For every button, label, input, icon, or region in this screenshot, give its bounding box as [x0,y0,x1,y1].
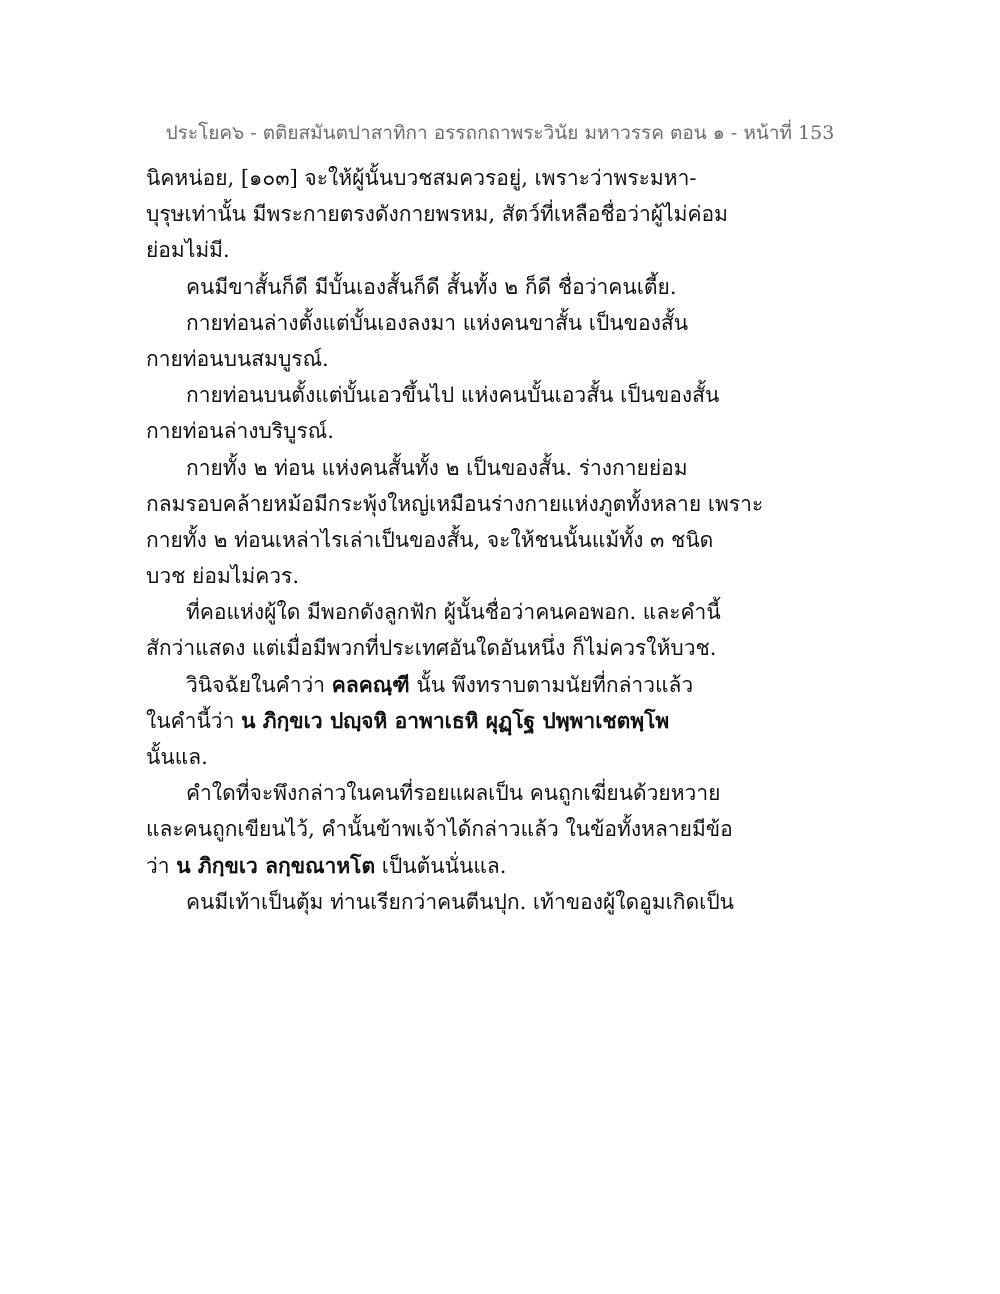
text-segment: คนมีเท้าเป็นตุ้ม ท่านเรียกว่าคนตีนปุก. เท้าของผู้ใดอูมเกิดเป็น [186,889,734,914]
text-line [146,522,726,558]
text-line [146,160,726,196]
text-line [146,594,726,630]
text-segment: กลมรอบคล้ายหม้อมีกระพุ้งใหญ่เหมือนร่างกายแห่งภูตทั้งหลาย เพราะ [146,491,764,516]
body-text [146,160,764,920]
text-line [146,377,726,413]
text-segment: สักว่าแสดง แต่เมื่อมีพวกที่ประเทศอันใดอันหนึ่ง ก็ไม่ควรให้บวช. [146,636,717,661]
text-line [146,558,726,594]
text-segment: กายทั้ง ๒ ท่อนเหล่าไรเล่าเป็นของสั้น, จะให้ชนนั้นแม้ทั้ง ๓ ชนิด [146,527,714,552]
text-segment: นิคหน่อย, [๑๐๓] จะให้ผู้นั้นบวชสมควรอยู่, เพราะว่าพระมหา- [146,166,697,190]
text-segment: คำใดที่จะพึงกล่าวในคนที่รอยแผลเป็น คนถูกเฆี่ยนด้วยหวาย [186,781,721,806]
text-line [146,341,726,377]
text-segment: ในคำนี้ว่า [146,708,242,733]
text-line [146,305,726,341]
text-line [146,630,726,666]
text-segment: ว่า [146,853,177,878]
text-segment: เป็นต้นนั่นแล. [375,853,507,878]
text-line [146,269,726,305]
text-segment: ย่อมไม่มี. [146,238,230,263]
text-segment: บุรุษเท่านั้น มีพระกายตรงดังกายพรหม, สัตว์ที่เหลือชื่อว่าผู้ไม่ค่อม [146,202,728,227]
text-line [146,196,726,232]
header-title: ประโยค๖ - ตติยสมันตปาสาทิกา อรรถกถาพระวินัย มหาวรรค ตอน ๑ - หน้าที่ [165,122,799,144]
text-line [146,232,726,268]
text-segment: นั้น พึงทราบตามนัยที่กล่าวแล้ว [409,672,694,697]
text-segment: กายท่อนล่างบริบูรณ์. [146,419,334,444]
text-line [146,775,726,811]
text-line [146,811,733,847]
bold-pali-term: น ภิกฺขเว ปญฺจหิ อาพาเธหิ ผุฏฺโฐ ปพฺพาเชตพฺโพ [241,707,670,733]
text-line [146,667,726,703]
text-segment: กายท่อนล่างตั้งแต่บั้นเองลงมา แห่งคนขาสั้น เป็นของสั้น [186,310,689,335]
text-line [146,413,726,449]
text-line [146,884,734,920]
text-segment: กายท่อนบนสมบูรณ์. [146,346,329,371]
text-line [146,703,726,739]
text-segment: กายท่อนบนตั้งแต่บั้นเอวขึ้นไป แห่งคนบั้นเอวสั้น เป็นของสั้น [186,383,720,408]
text-line [146,486,764,522]
text-segment: วินิจฉัยในคำว่า [186,672,332,697]
bold-pali-term: น ภิกฺขเว ลกฺขณาหโต [176,852,376,878]
page-header [0,118,1000,148]
bold-pali-term: คลคณฺฑี [331,671,410,697]
text-segment: กายทั้ง ๒ ท่อน แห่งคนสั้นทั้ง ๒ เป็นของสั้น. ร่างกายย่อม [186,455,688,480]
header-page-number: 153 [798,122,835,144]
text-segment: และคนถูกเขียนไว้, คำนั้นข้าพเจ้าได้กล่าวแล้ว ในข้อทั้งหลายมีข้อ [146,817,733,842]
text-segment: ที่คอแห่งผู้ใด มีพอกดังลูกฟัก ผู้นั้นชื่อว่าคนคอพอก. และคำนี้ [186,600,721,625]
text-line [146,450,726,486]
text-segment: นั้นแล. [146,745,208,769]
text-segment: คนมีขาสั้นก็ดี มีบั้นเองสั้นก็ดี สั้นทั้ง ๒ ก็ดี ชื่อว่าคนเตี้ย. [186,274,677,299]
text-line [146,848,726,884]
text-line [146,739,726,775]
text-segment: บวช ย่อมไม่ควร. [146,564,300,589]
